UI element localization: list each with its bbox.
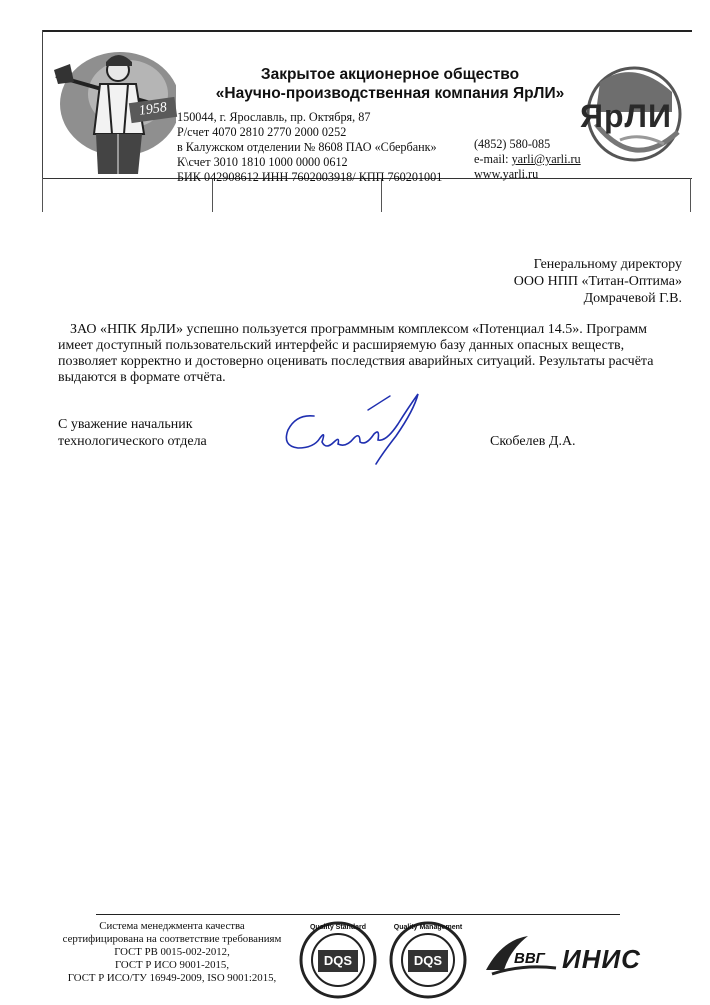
letter-body-line1: ЗАО «НПК ЯрЛИ» успешно пользуется программным комплексом «Потенциал 14.5». Программ	[70, 322, 648, 337]
vvg-logo-text: ВВГ	[514, 950, 545, 967]
yarli-logo	[560, 62, 692, 174]
mascot-emblem	[48, 34, 176, 176]
yarli-logo-text: ЯрЛИ	[580, 98, 672, 134]
email-link[interactable]: yarli@yarli.ru	[511, 152, 581, 166]
quality-line5: ГОСТ Р ИСО/ТУ 16949-2009, ISO 9001:2015,	[67, 972, 277, 984]
company-website[interactable]: www.yarli.ru	[474, 167, 539, 181]
quality-line1: Система менеджмента качества	[99, 920, 245, 932]
letter-body-line3: позволяет корректно и достоверно оценивать последствия аварийных ситуаций. Результаты расчёта	[58, 354, 654, 369]
fold-mark	[42, 178, 43, 212]
signatory-name: Скобелев Д.А.	[490, 434, 576, 449]
dqs-quality-standard-seal	[298, 920, 378, 1000]
handwritten-signature	[268, 386, 448, 468]
signature-scribble	[268, 386, 448, 468]
company-address: 150044, г. Ярославль, пр. Октября, 87	[177, 110, 371, 124]
addressee-name: Домрачевой Г.В.	[583, 291, 682, 306]
addressee-company: ООО НПП «Титан-Оптима»	[513, 274, 682, 289]
closing-title: технологического отдела	[58, 434, 207, 449]
quality-line3: ГОСТ РВ 0015-002-2012,	[114, 946, 230, 958]
dqs-quality-management-seal	[388, 920, 468, 1000]
letterhead-left-rule	[42, 30, 43, 180]
correspondent-account: К\счет 3010 1810 1000 0000 0612	[177, 155, 348, 169]
footer-rule	[96, 914, 620, 915]
letterhead-top-rule	[42, 30, 692, 32]
company-name-line2: «Научно-производственная компания ЯрЛИ»	[215, 85, 565, 102]
inis-logo: ИНИС	[562, 944, 641, 974]
seal2-caption: Quality Management	[393, 924, 463, 931]
company-name-line1: Закрытое акционерное общество	[260, 66, 520, 83]
seal1-caption: Quality Standard	[309, 924, 366, 931]
vvg-logo	[482, 930, 558, 980]
bank-account: Р/счет 4070 2810 2770 2000 0252	[177, 125, 347, 139]
company-phone: (4852) 580-085	[474, 137, 551, 151]
closing-line1: С уважение начальник	[58, 417, 193, 432]
letter-body-line2: имеет доступный пользовательский интерфейс и расширяемую базу данных опасных веществ,	[58, 338, 625, 353]
quality-line2: сертифицирована на соответствие требованиям	[62, 933, 282, 945]
quality-certification	[52, 920, 292, 985]
email-label: e-mail:	[474, 152, 512, 166]
fold-mark	[690, 178, 691, 212]
seal2-letters: DQS	[413, 953, 443, 968]
bank-identifiers: БИК 042908612 ИНН 7602003918/ КПП 760201001	[177, 170, 443, 184]
addressee-position: Генеральному директору	[533, 257, 682, 272]
quality-line4: ГОСТ Р ИСО 9001-2015,	[114, 959, 230, 971]
seal1-letters: DQS	[323, 953, 353, 968]
bank-name: в Калужском отделении № 8608 ПАО «Сбербанк»	[177, 140, 437, 154]
letter-body-line4: выдаются в формате отчёта.	[58, 370, 226, 385]
founded-badge: 1958	[129, 97, 177, 123]
